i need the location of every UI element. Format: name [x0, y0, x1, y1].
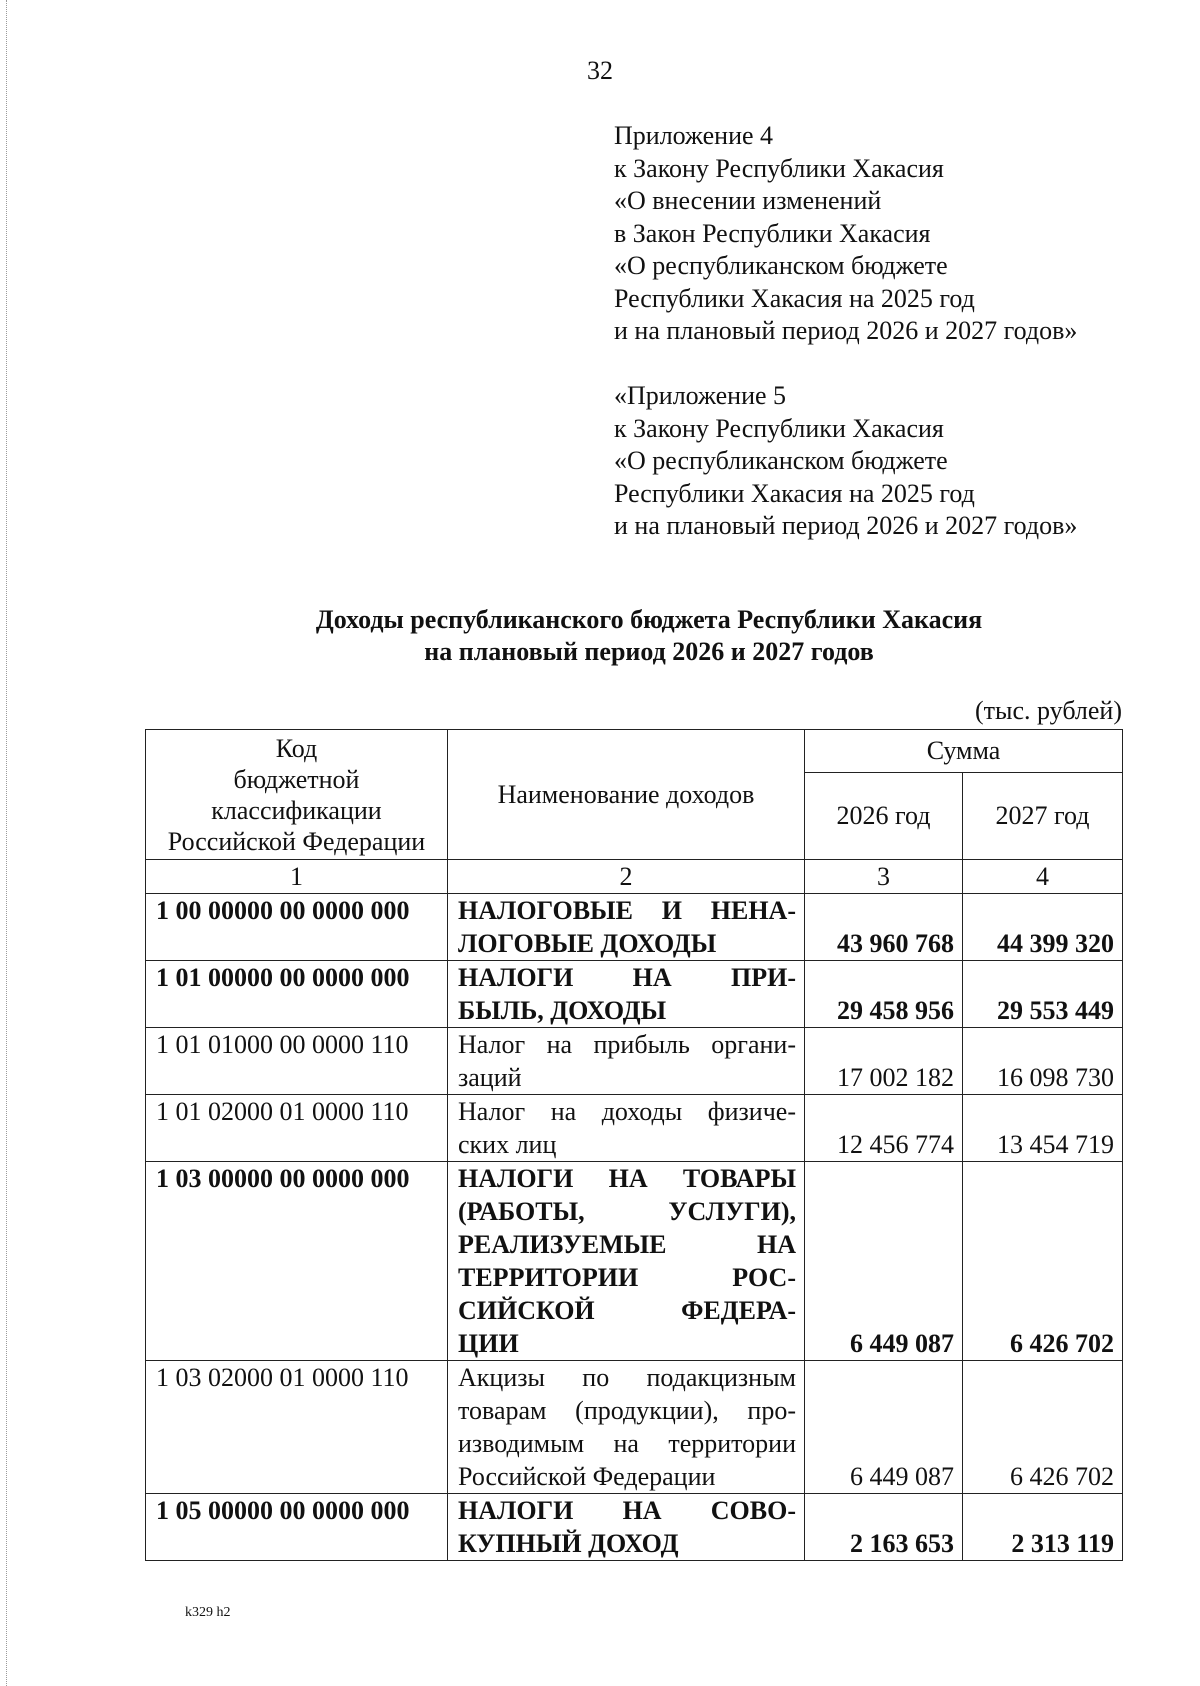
row-name-line: НАЛОГИ НА ПРИ- — [458, 963, 796, 992]
table-row — [146, 1162, 1123, 1361]
annex-header-line: Приложение 4 — [614, 121, 774, 150]
row-code: 1 03 00000 00 0000 000 — [146, 1162, 448, 1361]
row-name-line: Налог на прибыль органи- — [458, 1030, 796, 1059]
row-name-line: РЕАЛИЗУЕМЫЕ НА — [458, 1230, 796, 1259]
table-row — [146, 1361, 1123, 1494]
row-name-line: КУПНЫЙ ДОХОД — [458, 1529, 679, 1558]
row-name — [448, 1494, 805, 1561]
row-amount-2027: 29 553 449 — [963, 961, 1123, 1028]
row-name-line: НАЛОГИ НА СОВО- — [458, 1496, 796, 1525]
row-name-line: товарам (продукции), про- — [458, 1396, 796, 1425]
row-name-line: ЛОГОВЫЕ ДОХОДЫ — [458, 929, 717, 958]
row-name-line: ских лиц — [458, 1130, 557, 1159]
table-row — [146, 961, 1123, 1028]
row-name-line: Российской Федерации — [458, 1462, 716, 1491]
row-name-line: БЫЛЬ, ДОХОДЫ — [458, 996, 667, 1025]
row-amount-2026: 6 449 087 — [805, 1361, 963, 1494]
annex-reference-line: Республики Хакасия на 2025 год — [614, 478, 975, 508]
column-number: 1 — [146, 860, 448, 894]
annex-reference-line: «Приложение 5 — [614, 381, 787, 410]
income-table — [145, 729, 1123, 1561]
header-code-line: Российской Федерации — [167, 826, 426, 856]
row-code: 1 00 00000 00 0000 000 — [146, 894, 448, 961]
annex-header-line: Республики Хакасия на 2025 год — [614, 283, 975, 313]
row-name-line: Акцизы по подакцизным — [458, 1363, 796, 1392]
row-code: 1 01 01000 00 0000 110 — [146, 1028, 448, 1095]
table-row — [146, 1095, 1123, 1162]
header-code-line: Код — [275, 733, 318, 763]
table-row — [146, 894, 1123, 961]
row-amount-2027: 2 313 119 — [963, 1494, 1123, 1561]
row-name-line: (РАБОТЫ, УСЛУГИ), — [458, 1197, 796, 1226]
row-code: 1 05 00000 00 0000 000 — [146, 1494, 448, 1561]
row-name — [448, 1028, 805, 1095]
row-amount-2027: 6 426 702 — [963, 1162, 1123, 1361]
row-code: 1 01 02000 01 0000 110 — [146, 1095, 448, 1162]
annex-reference — [614, 380, 1077, 543]
annex-header-line: «О внесении изменений — [614, 186, 882, 215]
header-sum: Сумма — [805, 730, 1123, 773]
column-number: 3 — [805, 860, 963, 894]
annex-header-line: к Закону Республики Хакасия — [614, 153, 944, 183]
row-amount-2026: 43 960 768 — [805, 894, 963, 961]
header-year-2027: 2027 год — [963, 773, 1123, 860]
header-name: Наименование доходов — [448, 730, 805, 860]
row-amount-2027: 16 098 730 — [963, 1028, 1123, 1095]
annex-reference-line: и на плановый период 2026 и 2027 годов» — [614, 511, 1078, 540]
header-code-line: классификации — [211, 795, 382, 825]
title-line-2: на плановый период 2026 и 2027 годов — [424, 637, 874, 666]
header-code — [146, 730, 448, 860]
annex-header-line: и на плановый период 2026 и 2027 годов» — [614, 316, 1078, 345]
header-code-line: бюджетной — [233, 764, 360, 794]
row-amount-2026: 6 449 087 — [805, 1162, 963, 1361]
row-amount-2026: 29 458 956 — [805, 961, 963, 1028]
row-amount-2026: 17 002 182 — [805, 1028, 963, 1095]
column-number-row — [146, 860, 1123, 894]
table-body — [146, 894, 1123, 1561]
row-name-line: НАЛОГИ НА ТОВАРЫ — [458, 1164, 796, 1193]
row-amount-2027: 6 426 702 — [963, 1361, 1123, 1494]
row-code: 1 01 00000 00 0000 000 — [146, 961, 448, 1028]
row-name — [448, 894, 805, 961]
row-name — [448, 1095, 805, 1162]
row-amount-2026: 2 163 653 — [805, 1494, 963, 1561]
footer-code: k329 h2 — [185, 1605, 231, 1620]
row-code: 1 03 02000 01 0000 110 — [146, 1361, 448, 1494]
row-name-line: НАЛОГОВЫЕ И НЕНА- — [458, 896, 796, 925]
row-name — [448, 1162, 805, 1361]
annex-reference-line: к Закону Республики Хакасия — [614, 413, 944, 443]
row-name-line: ТЕРРИТОРИИ РОС- — [458, 1263, 796, 1292]
page-number: 32 — [587, 56, 613, 85]
table-header-row — [146, 730, 1123, 773]
column-number: 4 — [963, 860, 1123, 894]
title-line-1: Доходы республиканского бюджета Республики Хакасия — [315, 605, 983, 634]
row-name-line: СИЙСКОЙ ФЕДЕРА- — [458, 1296, 796, 1325]
column-number: 2 — [448, 860, 805, 894]
row-name — [448, 961, 805, 1028]
row-name-line: изводимым на территории — [458, 1429, 796, 1458]
table-row — [146, 1028, 1123, 1095]
row-name-line: заций — [458, 1063, 522, 1092]
unit-label: (тыс. рублей) — [974, 696, 1122, 725]
annex-reference-line: «О республиканском бюджете — [614, 446, 948, 475]
annex-header-line: в Закон Республики Хакасия — [614, 218, 931, 248]
annex-header-line: «О республиканском бюджете — [614, 251, 948, 280]
row-amount-2026: 12 456 774 — [805, 1095, 963, 1162]
page-edge-line — [6, 0, 7, 1686]
row-name-line: ЦИИ — [458, 1329, 519, 1358]
row-amount-2027: 44 399 320 — [963, 894, 1123, 961]
annex-header — [614, 120, 1077, 348]
table-row — [146, 1494, 1123, 1561]
document-title — [0, 604, 1200, 668]
row-amount-2027: 13 454 719 — [963, 1095, 1123, 1162]
header-year-2026: 2026 год — [805, 773, 963, 860]
row-name — [448, 1361, 805, 1494]
row-name-line: Налог на доходы физиче- — [458, 1097, 796, 1126]
